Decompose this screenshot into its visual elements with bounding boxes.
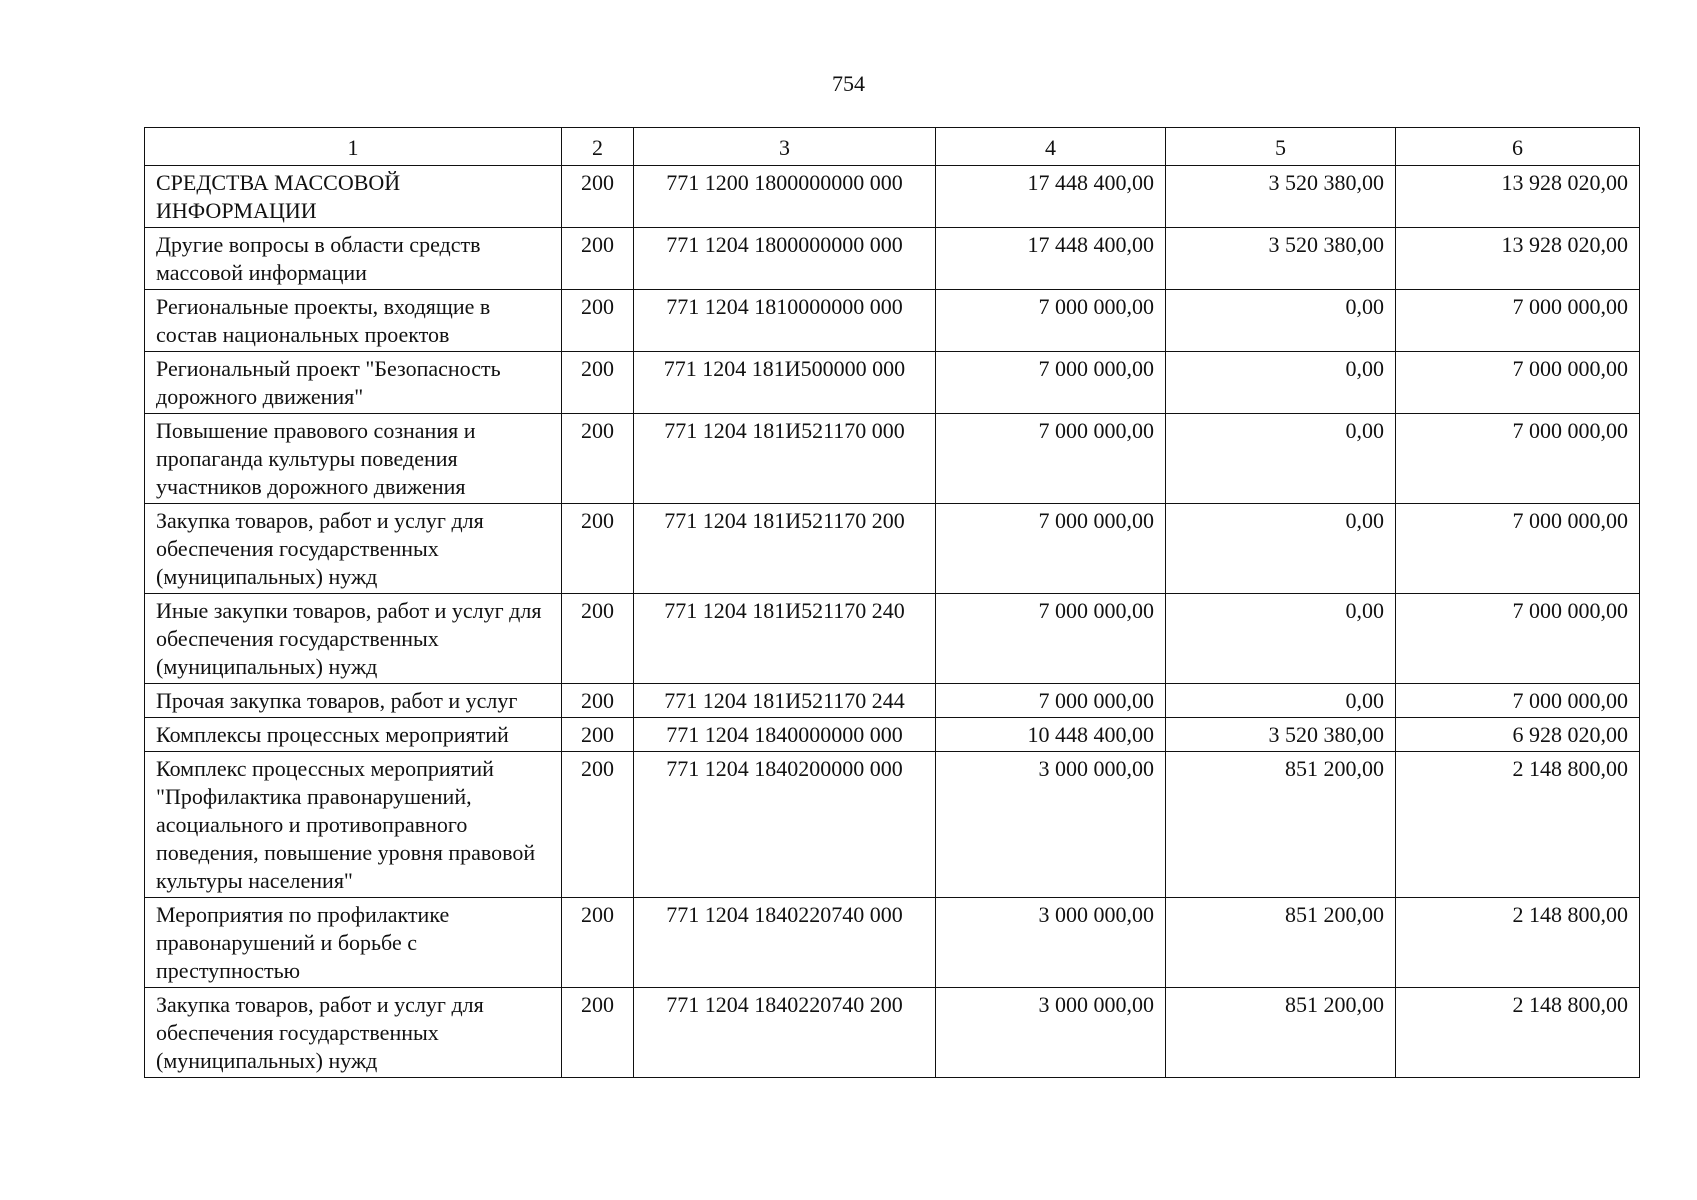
row-code: 200 [562,504,634,594]
row-name: Комплекс процессных мероприятий "Профилактика правонарушений, асоциального и противоправного поведения, повышение уровня правовой культуры населения" [145,752,562,898]
row-kbk: 771 1204 181И521170 240 [634,594,936,684]
row-value-6: 13 928 020,00 [1396,166,1640,228]
row-name: Иные закупки товаров, работ и услуг для обеспечения государственных (муниципальных) нужд [145,594,562,684]
row-kbk: 771 1204 181И521170 200 [634,504,936,594]
row-name: СРЕДСТВА МАССОВОЙ ИНФОРМАЦИИ [145,166,562,228]
page-number: 754 [832,71,865,96]
row-value-5: 0,00 [1166,684,1396,718]
row-name: Региональный проект "Безопасность дорожного движения" [145,352,562,414]
row-value-4: 3 000 000,00 [936,752,1166,898]
row-value-4: 17 448 400,00 [936,166,1166,228]
row-value-4: 7 000 000,00 [936,684,1166,718]
row-value-5: 0,00 [1166,504,1396,594]
row-code: 200 [562,594,634,684]
row-value-6: 7 000 000,00 [1396,594,1640,684]
row-value-6: 2 148 800,00 [1396,988,1640,1078]
row-value-6: 7 000 000,00 [1396,290,1640,352]
row-value-4: 3 000 000,00 [936,898,1166,988]
table-row [145,228,1640,290]
row-value-5: 0,00 [1166,594,1396,684]
table-row [145,752,1640,898]
row-value-5: 851 200,00 [1166,752,1396,898]
column-header: 6 [1396,128,1640,166]
row-value-6: 6 928 020,00 [1396,718,1640,752]
row-name: Другие вопросы в области средств массовой информации [145,228,562,290]
row-value-4: 7 000 000,00 [936,352,1166,414]
table-row [145,414,1640,504]
row-value-6: 2 148 800,00 [1396,898,1640,988]
row-name: Прочая закупка товаров, работ и услуг [145,684,562,718]
row-code: 200 [562,988,634,1078]
row-value-5: 851 200,00 [1166,988,1396,1078]
row-value-5: 0,00 [1166,290,1396,352]
row-value-4: 10 448 400,00 [936,718,1166,752]
table-row [145,166,1640,228]
row-value-5: 3 520 380,00 [1166,718,1396,752]
row-name: Региональные проекты, входящие в состав национальных проектов [145,290,562,352]
row-value-6: 13 928 020,00 [1396,228,1640,290]
row-code: 200 [562,718,634,752]
row-kbk: 771 1204 1840220740 000 [634,898,936,988]
row-code: 200 [562,290,634,352]
row-name: Закупка товаров, работ и услуг для обеспечения государственных (муниципальных) нужд [145,504,562,594]
row-value-4: 7 000 000,00 [936,290,1166,352]
row-kbk: 771 1204 181И521170 244 [634,684,936,718]
row-value-6: 2 148 800,00 [1396,752,1640,898]
row-value-6: 7 000 000,00 [1396,414,1640,504]
row-value-5: 3 520 380,00 [1166,166,1396,228]
row-value-6: 7 000 000,00 [1396,684,1640,718]
column-header: 3 [634,128,936,166]
row-value-5: 851 200,00 [1166,898,1396,988]
column-header: 4 [936,128,1166,166]
row-code: 200 [562,228,634,290]
table-row [145,988,1640,1078]
table-row [145,504,1640,594]
row-kbk: 771 1204 181И500000 000 [634,352,936,414]
table-body [145,166,1640,1078]
row-kbk: 771 1204 1840200000 000 [634,752,936,898]
row-code: 200 [562,898,634,988]
header-row [145,128,1640,166]
row-value-5: 0,00 [1166,352,1396,414]
row-value-6: 7 000 000,00 [1396,504,1640,594]
row-kbk: 771 1204 1810000000 000 [634,290,936,352]
row-name: Закупка товаров, работ и услуг для обеспечения государственных (муниципальных) нужд [145,988,562,1078]
row-kbk: 771 1204 181И521170 000 [634,414,936,504]
row-kbk: 771 1204 1800000000 000 [634,228,936,290]
row-value-4: 7 000 000,00 [936,594,1166,684]
table-row [145,718,1640,752]
budget-table [144,127,1640,1078]
column-header: 5 [1166,128,1396,166]
row-name: Комплексы процессных мероприятий [145,718,562,752]
row-kbk: 771 1204 1840000000 000 [634,718,936,752]
column-header: 2 [562,128,634,166]
row-value-4: 7 000 000,00 [936,414,1166,504]
row-value-6: 7 000 000,00 [1396,352,1640,414]
row-code: 200 [562,166,634,228]
row-value-5: 3 520 380,00 [1166,228,1396,290]
table-row [145,594,1640,684]
row-value-4: 17 448 400,00 [936,228,1166,290]
row-name: Мероприятия по профилактике правонарушений и борьбе с преступностью [145,898,562,988]
row-value-4: 3 000 000,00 [936,988,1166,1078]
row-kbk: 771 1204 1840220740 200 [634,988,936,1078]
column-header: 1 [145,128,562,166]
table-row [145,352,1640,414]
row-kbk: 771 1200 1800000000 000 [634,166,936,228]
table-row [145,684,1640,718]
row-code: 200 [562,752,634,898]
row-name: Повышение правового сознания и пропаганда культуры поведения участников дорожного движения [145,414,562,504]
row-value-5: 0,00 [1166,414,1396,504]
row-code: 200 [562,414,634,504]
row-code: 200 [562,352,634,414]
table-row [145,898,1640,988]
row-value-4: 7 000 000,00 [936,504,1166,594]
row-code: 200 [562,684,634,718]
table-header [145,128,1640,166]
table-row [145,290,1640,352]
